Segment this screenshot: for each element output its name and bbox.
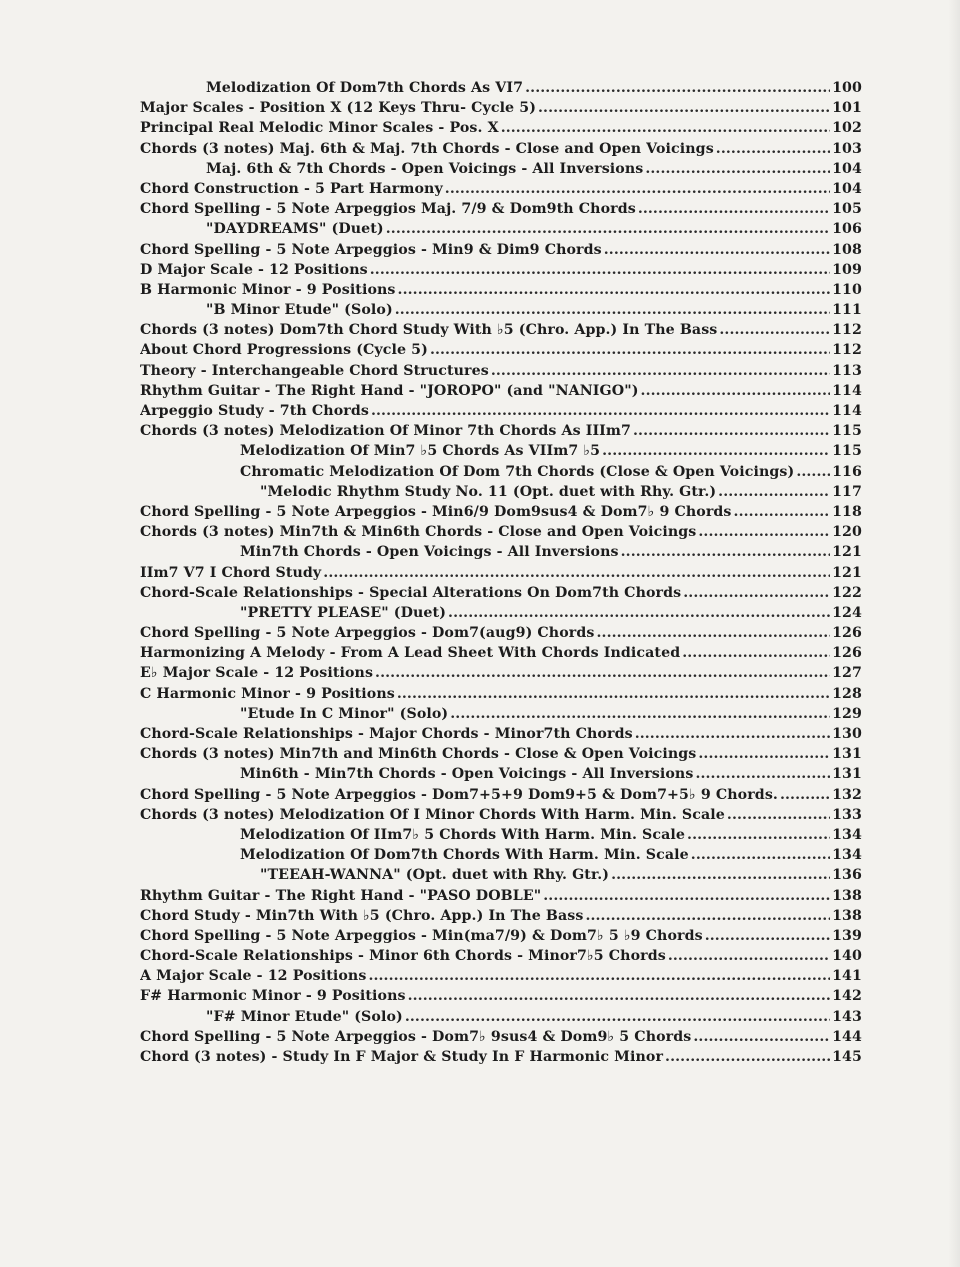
toc-entry-page: 101: [832, 100, 862, 117]
toc-entry-page: 105: [832, 201, 862, 218]
toc-entry: [140, 340, 862, 360]
toc-entry-page: 143: [832, 1008, 862, 1025]
dot-leader: [727, 805, 830, 825]
dot-leader: [491, 361, 830, 381]
dot-leader: [538, 98, 830, 118]
toc-entry: [140, 623, 862, 643]
toc-entry-title: Rhythm Guitar - The Right Hand - "PASO DOBLE": [140, 887, 542, 904]
toc-entry-page: 120: [832, 524, 862, 541]
dot-leader: [602, 441, 830, 461]
toc-entry-page: 114: [832, 382, 862, 399]
dot-leader: [633, 421, 830, 441]
toc-entry: [140, 764, 862, 784]
dot-leader: [445, 179, 830, 199]
toc-entry: [140, 98, 862, 118]
dot-leader: [796, 462, 830, 482]
toc-entry-page: 127: [832, 665, 862, 682]
toc-entry-page: 139: [832, 927, 862, 944]
dot-leader: [705, 926, 830, 946]
page-edge-shadow: [948, 0, 960, 1267]
toc-entry: [140, 179, 862, 199]
toc-entry-page: 114: [832, 403, 862, 419]
toc-entry: [140, 441, 862, 461]
dot-leader: [323, 563, 830, 583]
toc-entry-page: 134: [832, 847, 862, 864]
toc-entry-page: 126: [832, 625, 862, 642]
toc-entry: [140, 724, 862, 744]
dot-leader: [668, 946, 830, 966]
toc-entry-title: Principal Real Melodic Minor Scales - Pos. X: [140, 120, 499, 137]
toc-entry-page: 116: [832, 463, 862, 480]
toc-entry-title: Chord Spelling - 5 Note Arpeggios - Min(ma7/9) & Dom7♭ 5 ♭9 Chords: [140, 927, 703, 944]
toc-entry: [140, 159, 862, 179]
toc-entry-page: 118: [832, 503, 862, 520]
toc-entry-page: 133: [832, 806, 862, 823]
toc-entry-title: C Harmonic Minor - 9 Positions: [140, 685, 395, 702]
toc-entry-title: Chord Construction - 5 Part Harmony: [140, 180, 443, 197]
toc-entry: [140, 684, 862, 704]
toc-entry-title: Major Scales - Position X (12 Keys Thru- Cycle 5): [140, 100, 537, 117]
toc-entry-page: 112: [832, 322, 862, 339]
dot-leader: [638, 199, 830, 219]
dot-leader: [448, 603, 830, 623]
toc-entry-title: Theory - Interchangeable Chord Structures: [140, 362, 489, 379]
toc-entry: [140, 1007, 862, 1027]
dot-leader: [695, 764, 830, 784]
toc-entry-page: 136: [832, 867, 862, 884]
dot-leader: [734, 502, 830, 522]
table-of-contents: [140, 78, 862, 1067]
dot-leader: [375, 663, 830, 683]
toc-entry-page: 131: [832, 746, 862, 763]
dot-leader: [665, 1047, 830, 1067]
toc-entry-page: 140: [832, 948, 862, 965]
toc-entry-page: 145: [832, 1049, 862, 1065]
toc-entry: [140, 199, 862, 219]
toc-entry-page: 141: [832, 968, 862, 985]
toc-entry: [140, 78, 862, 98]
toc-entry-title: About Chord Progressions (Cycle 5): [140, 342, 428, 359]
toc-entry-title: A Major Scale - 12 Positions: [140, 968, 367, 985]
toc-entry: [140, 805, 862, 825]
toc-entry-title: Rhythm Guitar - The Right Hand - "JOROPO" (and "NANIGO"): [140, 382, 639, 399]
toc-entry-title: Chord-Scale Relationships - Minor 6th Chords - Minor7♭5 Chords: [140, 948, 666, 965]
toc-entry-title: Maj. 6th & 7th Chords - Open Voicings - All Inversions: [206, 160, 644, 177]
toc-entry-page: 108: [832, 241, 862, 258]
toc-entry: [140, 1047, 862, 1067]
toc-entry-page: 115: [832, 443, 862, 460]
toc-entry-page: 138: [832, 907, 862, 924]
dot-leader: [645, 159, 830, 179]
toc-entry-title: "Melodic Rhythm Study No. 11 (Opt. duet with Rhy. Gtr.): [260, 483, 717, 500]
toc-entry: [140, 643, 862, 663]
toc-entry-title: Chord Spelling - 5 Note Arpeggios - Min6/9 Dom9sus4 & Dom7♭ 9 Chords: [140, 503, 732, 520]
dot-leader: [370, 260, 830, 280]
toc-entry-title: D Major Scale - 12 Positions: [140, 261, 368, 278]
toc-entry-page: 103: [832, 140, 862, 157]
toc-entry-title: "Etude In C Minor" (Solo): [240, 705, 449, 722]
toc-entry: [140, 320, 862, 340]
toc-entry: [140, 744, 862, 764]
toc-entry-title: "DAYDREAMS" (Duet): [206, 221, 384, 238]
dot-leader: [641, 381, 830, 401]
toc-entry: [140, 300, 862, 320]
toc-entry-title: "PRETTY PLEASE" (Duet): [240, 604, 447, 621]
toc-entry-page: 124: [832, 604, 862, 621]
toc-entry-title: Chords (3 notes) Min7th & Min6th Chords - Close and Open Voicings: [140, 524, 697, 541]
toc-entry-title: Chord Spelling - 5 Note Arpeggios - Dom7(aug9) Chords: [140, 625, 595, 642]
toc-entry: [140, 583, 862, 603]
toc-entry-page: 117: [832, 483, 862, 500]
toc-entry: [140, 785, 862, 805]
toc-entry-title: Chromatic Melodization Of Dom 7th Chords (Close & Open Voicings): [240, 463, 795, 480]
toc-entry: [140, 542, 862, 562]
toc-entry-page: 113: [832, 362, 862, 379]
toc-entry-page: 106: [832, 221, 862, 238]
toc-entry-title: Min7th Chords - Open Voicings - All Inversions: [240, 544, 619, 561]
dot-leader: [501, 118, 830, 138]
dot-leader: [716, 139, 830, 159]
toc-entry-page: 131: [832, 766, 862, 783]
toc-entry-page: 102: [832, 120, 862, 137]
dot-leader: [408, 986, 830, 1006]
dot-leader: [683, 583, 830, 603]
dot-leader: [430, 340, 830, 360]
toc-entry-page: 110: [832, 281, 862, 298]
toc-entry: [140, 401, 862, 421]
toc-entry-page: 115: [832, 423, 862, 440]
dot-leader: [693, 1027, 830, 1047]
toc-entry: [140, 502, 862, 522]
toc-entry: [140, 1027, 862, 1047]
toc-entry-title: "B Minor Etude" (Solo): [206, 302, 393, 319]
toc-entry: [140, 381, 862, 401]
dot-leader: [450, 704, 830, 724]
toc-entry-page: 126: [832, 645, 862, 662]
dot-leader: [719, 320, 830, 340]
toc-entry: [140, 886, 862, 906]
toc-entry: [140, 118, 862, 138]
dot-leader: [371, 401, 830, 421]
toc-entry: [140, 240, 862, 260]
toc-entry-title: Arpeggio Study - 7th Chords: [140, 403, 369, 419]
toc-entry: [140, 966, 862, 986]
toc-entry: [140, 482, 862, 502]
toc-entry: [140, 603, 862, 623]
toc-entry-title: Chord Spelling - 5 Note Arpeggios Maj. 7/9 & Dom9th Chords: [140, 201, 636, 218]
dot-leader: [718, 482, 830, 502]
toc-entry-title: Chord (3 notes) - Study In F Major & Study In F Harmonic Minor: [140, 1049, 664, 1065]
dot-leader: [368, 966, 830, 986]
toc-entry-page: 128: [832, 685, 862, 702]
dot-leader: [398, 280, 830, 300]
toc-entry: [140, 260, 862, 280]
toc-entry-title: Chords (3 notes) Melodization Of I Minor Chords With Harm. Min. Scale: [140, 806, 725, 823]
toc-entry: [140, 865, 862, 885]
toc-entry: [140, 219, 862, 239]
toc-entry-page: 109: [832, 261, 862, 278]
toc-entry-title: Melodization Of Min7 ♭5 Chords As VIIm7 ♭5: [240, 443, 601, 460]
toc-entry-page: 138: [832, 887, 862, 904]
toc-entry-title: Melodization Of IIm7♭ 5 Chords With Harm. Min. Scale: [240, 826, 686, 843]
toc-entry: [140, 139, 862, 159]
toc-entry-title: Chords (3 notes) Maj. 6th & Maj. 7th Chords - Close and Open Voicings: [140, 140, 714, 157]
toc-entry-title: B Harmonic Minor - 9 Positions: [140, 281, 396, 298]
toc-entry-page: 142: [832, 988, 862, 1005]
toc-entry: [140, 421, 862, 441]
dot-leader: [611, 865, 830, 885]
toc-entry-page: 104: [832, 180, 862, 197]
toc-entry-title: Chord Study - Min7th With ♭5 (Chro. App.) In The Bass: [140, 907, 584, 924]
dot-leader: [596, 623, 830, 643]
toc-entry-page: 112: [832, 342, 862, 359]
toc-entry-title: "F# Minor Etude" (Solo): [206, 1008, 403, 1025]
toc-entry-page: 121: [832, 564, 862, 581]
toc-entry-title: E♭ Major Scale - 12 Positions: [140, 665, 374, 682]
toc-entry-page: 122: [832, 584, 862, 601]
toc-entry-title: Chord Spelling - 5 Note Arpeggios - Min9 & Dim9 Chords: [140, 241, 602, 258]
dot-leader: [543, 886, 830, 906]
dot-leader: [525, 78, 830, 98]
toc-entry-page: 129: [832, 705, 862, 722]
dot-leader: [585, 906, 830, 926]
toc-entry-title: Chords (3 notes) Min7th and Min6th Chords - Close & Open Voicings: [140, 746, 697, 763]
toc-entry: [140, 361, 862, 381]
toc-entry-page: 130: [832, 726, 862, 742]
toc-entry-title: Melodization Of Dom7th Chords With Harm. Min. Scale: [240, 847, 689, 864]
dot-leader: [698, 744, 830, 764]
dot-leader: [687, 825, 830, 845]
toc-entry-title: IIm7 V7 I Chord Study: [140, 564, 322, 581]
dot-leader: [780, 785, 830, 805]
toc-entry: [140, 704, 862, 724]
dot-leader: [635, 724, 830, 744]
toc-entry: [140, 986, 862, 1006]
toc-entry: [140, 462, 862, 482]
toc-entry-page: 111: [832, 302, 862, 319]
toc-entry: [140, 845, 862, 865]
toc-entry-title: Chord-Scale Relationships - Major Chords - Minor7th Chords: [140, 726, 633, 742]
toc-entry-page: 132: [832, 786, 862, 803]
toc-entry-title: Chord Spelling - 5 Note Arpeggios - Dom7+5+9 Dom9+5 & Dom7+5♭ 9 Chords.: [140, 786, 778, 803]
toc-entry-title: Chord Spelling - 5 Note Arpeggios - Dom7♭ 9sus4 & Dom9♭ 5 Chords: [140, 1028, 692, 1045]
dot-leader: [698, 522, 830, 542]
toc-entry: [140, 663, 862, 683]
toc-entry-title: Chord-Scale Relationships - Special Alterations On Dom7th Chords: [140, 584, 682, 601]
toc-entry: [140, 563, 862, 583]
toc-entry-title: "TEEAH-WANNA" (Opt. duet with Rhy. Gtr.): [260, 867, 610, 884]
toc-entry: [140, 522, 862, 542]
toc-entry-page: 104: [832, 160, 862, 177]
toc-entry: [140, 926, 862, 946]
toc-entry-title: Chords (3 notes) Dom7th Chord Study With ♭5 (Chro. App.) In The Bass: [140, 322, 718, 339]
toc-entry-page: 144: [832, 1028, 862, 1045]
toc-entry-page: 134: [832, 826, 862, 843]
toc-entry-title: Harmonizing A Melody - From A Lead Sheet With Chords Indicated: [140, 645, 681, 662]
toc-entry: [140, 280, 862, 300]
toc-entry-title: Chords (3 notes) Melodization Of Minor 7th Chords As IIIm7: [140, 423, 632, 440]
toc-entry: [140, 825, 862, 845]
dot-leader: [682, 643, 830, 663]
dot-leader: [395, 300, 830, 320]
toc-entry-page: 121: [832, 544, 862, 561]
dot-leader: [397, 684, 830, 704]
toc-entry-page: 100: [832, 80, 862, 96]
dot-leader: [621, 542, 830, 562]
dot-leader: [691, 845, 830, 865]
toc-entry-title: Min6th - Min7th Chords - Open Voicings - All Inversions: [240, 766, 694, 783]
dot-leader: [604, 240, 830, 260]
toc-entry-title: Melodization Of Dom7th Chords As VI7: [206, 80, 524, 96]
toc-entry: [140, 946, 862, 966]
dot-leader: [405, 1007, 830, 1027]
dot-leader: [386, 219, 830, 239]
toc-entry: [140, 906, 862, 926]
toc-entry-title: F# Harmonic Minor - 9 Positions: [140, 988, 406, 1005]
